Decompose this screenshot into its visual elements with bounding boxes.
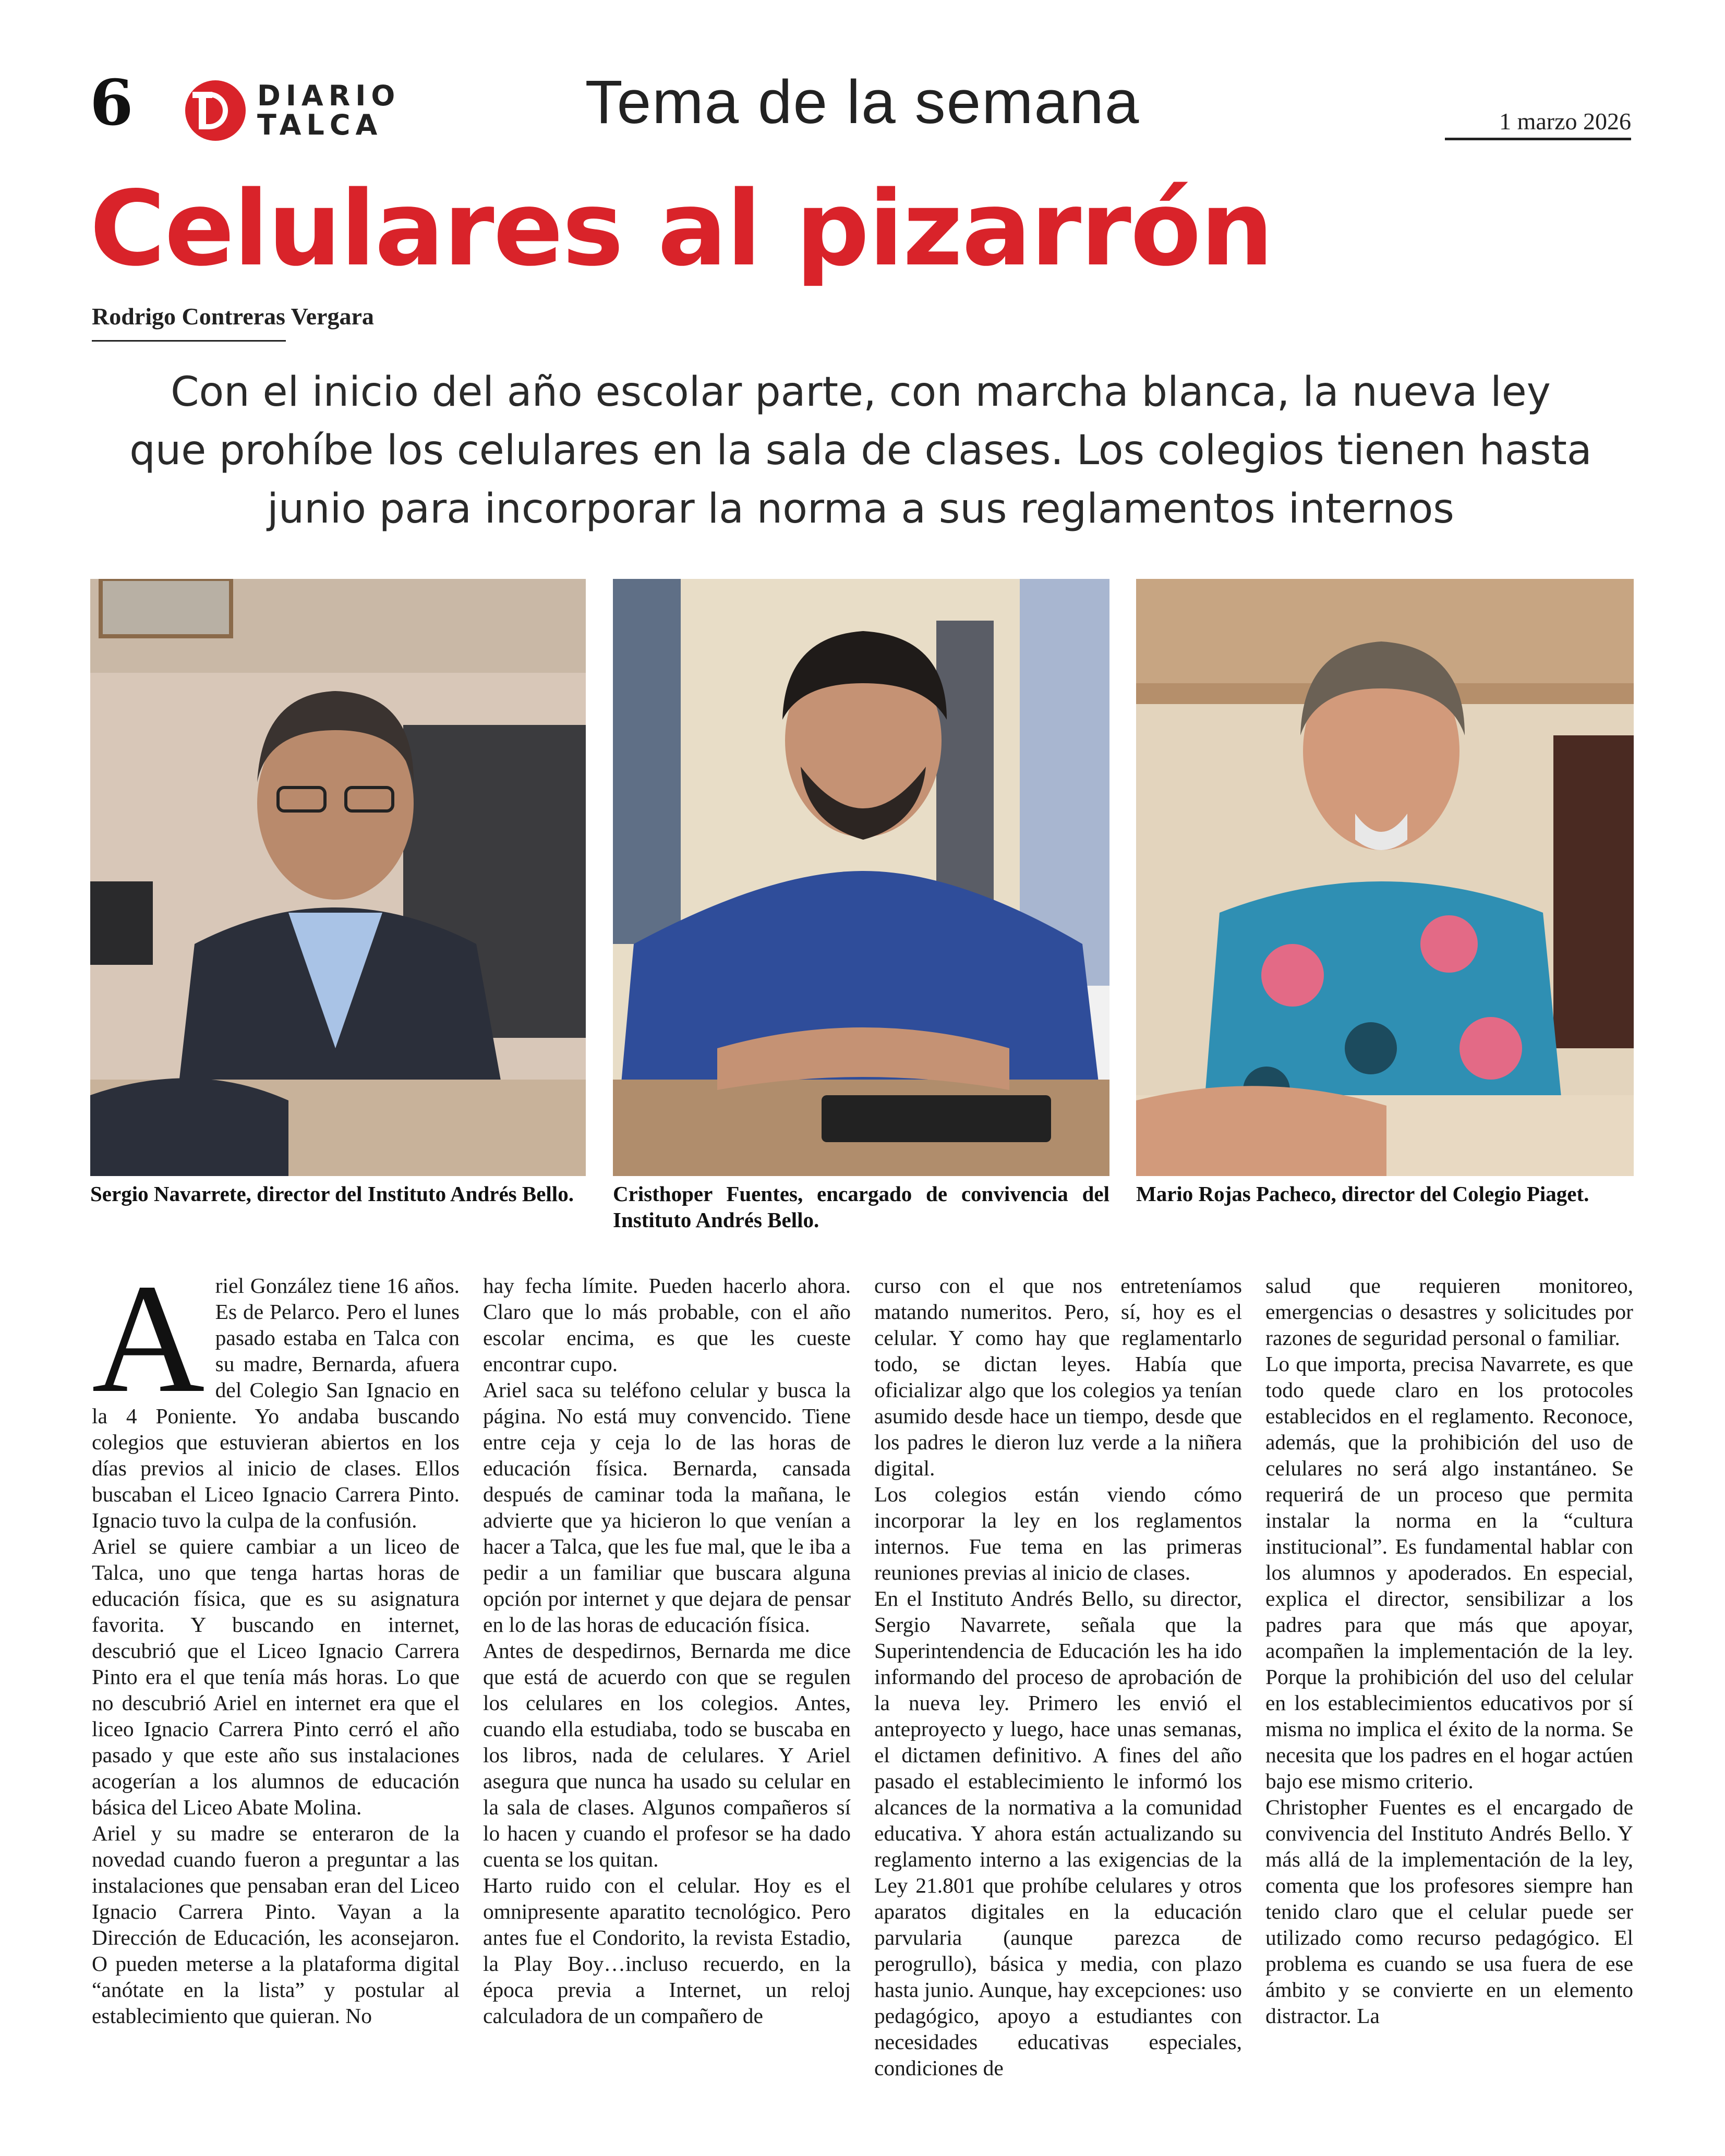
- body-paragraph: En el Instituto Andrés Bello, su director, Sergio Navarrete, señala que la Superintendencia de Educación les ha ido informando del proceso de aprobación de la nueva ley. Primero les envió el anteproyecto y luego, hace unas semanas, el dictamen definitivo. A fines del año pasado el establecimiento le informó los alcances de la normativa a la comunidad educativa. Y ahora están actualizando su reglamento interno a las exigencias de la Ley 21.801 que prohíbe celulares y otros aparatos digitales en la educación parvularia (aunque parezca de perogrullo), básica y media, con plazo hasta junio. Aunque, hay excepciones: uso pedagógico, apoyo a estudiantes con necesidades educativas especiales, condiciones de: [874, 1586, 1242, 2080]
- photo-caption: Cristhoper Fuentes, encargado de convivencia del Instituto Andrés Bello.: [613, 1182, 1109, 1232]
- article-column-1: [92, 1273, 460, 2117]
- byline-rule: [92, 340, 286, 342]
- lead-line: Con el inicio del año escolar parte, con marcha blanca, la nueva ley: [171, 369, 1551, 416]
- byline: Rodrigo Contreras Vergara: [92, 303, 374, 330]
- article-column-2: [483, 1273, 851, 2117]
- headline: Celulares al pizarrón: [90, 168, 1273, 289]
- date-rule: [1445, 138, 1631, 140]
- body-paragraph: Lo que importa, precisa Navarrete, es que todo quede claro en los protocoles establecidos en el reglamento. Reconoce, además, que la prohibición del uso de celulares no será algo instantáneo. Se requerirá de un proceso que permita instalar la norma en la “cultura institucional”. Es fundamental hablar con los alumnos y apoderados. En especial, explica el director, sensibilizar a los padres para que más que apoyar, acompañen la implementación de la ley. Porque la prohibición del uso del celular en los establecimientos educativos por sí misma no implica el éxito de la norma. Se necesita que los padres en el hogar actúen bajo ese mismo criterio.: [1265, 1352, 1633, 1793]
- article-column-4: [1265, 1273, 1633, 2117]
- body-paragraph: Ariel y su madre se enteraron de la novedad cuando fueron a preguntar a las instalaciones que pensaban eran del Liceo Ignacio Carrera Pinto. Vayan a la Dirección de Educación, les aconsejaron. O pueden meterse a la plataforma digital “anótate en la lista” y postular al establecimiento que quieran. No: [92, 1821, 460, 2028]
- photo-rojas: [1136, 579, 1634, 1176]
- issue-date: 1 marzo 2026: [1499, 108, 1631, 135]
- body-paragraph: curso con el que nos entreteníamos matando numeritos. Pero, sí, hoy es el celular. Y como hay que reglamentarlo todo, se dictan leyes. Había que oficializar algo que los colegios ya tenían asumido desde hace un tiempo, desde que los padres le dieron luz verde a la niñera digital.: [874, 1274, 1242, 1480]
- section-title: Tema de la semana: [585, 68, 1140, 137]
- lead-line: que prohíbe los celulares en la sala de clases. Los colegios tienen hasta: [129, 427, 1592, 474]
- photo-navarrete: [90, 579, 586, 1176]
- body-paragraph: Christopher Fuentes es el encargado de convivencia del Instituto Andrés Bello. Y más allá de la implementación de la ley, comenta que los profesores siempre han tenido claro que el celular puede ser utilizado como recurso pedagógico. El problema es cuando se usa fuera de ese ámbito y se convierte en un elemento distractor. La: [1265, 1795, 1633, 2028]
- photo-portrait-man-floral-shirt-icon: [1136, 579, 1634, 1176]
- photo-caption: Sergio Navarrete, director del Instituto Andrés Bello.: [90, 1182, 574, 1206]
- article-column-3: [874, 1273, 1242, 2117]
- photo-caption: Mario Rojas Pacheco, director del Colegio Piaget.: [1136, 1182, 1589, 1206]
- logo-line2: TALCA: [257, 108, 383, 141]
- body-paragraph: Ariel se quiere cambiar a un liceo de Talca, uno que tenga hartas horas de educación física, que es su asignatura favorita. Y buscando en internet, descubrió que el Liceo Ignacio Carrera Pinto era el que tenía más horas. Lo que no descubrió Ariel en internet era que el liceo Ignacio Carrera Pinto cerró el año pasado y que este año sus instalaciones acogerían a los alumnos de educación básica del Liceo Abate Molina.: [92, 1534, 460, 1819]
- body-paragraph: riel González tiene 16 años. Es de Pelarco. Pero el lunes pasado estaba en Talca con su madre, Bernarda, afuera del Colegio San Ignacio en la 4 Poniente. Yo andaba buscando colegios que estuvieran abiertos en los días previos al inicio de clases. Ellos buscaban el Liceo Ignacio Carrera Pinto. Ignacio tuvo la culpa de la confusión.: [92, 1274, 460, 1532]
- photo-fuentes: [613, 579, 1109, 1176]
- body-paragraph: Los colegios están viendo cómo incorporar la ley en los reglamentos internos. Fue tema en las primeras reuniones previas al inicio de clases.: [874, 1482, 1242, 1584]
- photo-portrait-man-suit-icon: [90, 579, 586, 1176]
- lead-paragraph: [78, 363, 1643, 538]
- body-paragraph: Harto ruido con el celular. Hoy es el omnipresente aparatito tecnológico. Pero antes fue el Condorito, la revista Estadio, la Play Boy…incluso recuerdo, en la época previa a Internet, un reloj calculadora de un compañero de: [483, 1873, 851, 2028]
- logo-line1: DIARIO: [257, 79, 401, 112]
- body-paragraph: Antes de despedirnos, Bernarda me dice que está de acuerdo con que se regulen los celulares en los colegios. Antes, cuando ella estudiaba, todo se buscaba en los libros, nada de celulares. Y Ariel asegura que nunca ha usado su celular en la sala de clases. Algunos compañeros sí lo hacen y cuando el profesor se ha dado cuenta se los quitan.: [483, 1639, 851, 1871]
- lead-line: junio para incorporar la norma a sus reglamentos internos: [267, 486, 1454, 532]
- body-paragraph: hay fecha límite. Pueden hacerlo ahora. Claro que lo más probable, con el año escolar encima, es que les cueste encontrar cupo.: [483, 1274, 851, 1376]
- photo-portrait-man-blue-shirt-icon: [613, 579, 1109, 1176]
- drop-cap: A: [92, 1273, 205, 1425]
- body-paragraph: salud que requieren monitoreo, emergencias o desastres y solicitudes por razones de seguridad personal o familiar.: [1265, 1274, 1633, 1350]
- page-number: 6: [90, 66, 134, 140]
- body-paragraph: Ariel saca su teléfono celular y busca la página. No está muy convencido. Tiene entre ceja y ceja lo de las horas de educación física. Bernarda, cansada después de caminar toda la mañana, le advierte que ya hicieron lo que venían a hacer a Talca, que les fue mal, que le iba a pedir a un familiar que buscara alguna opción por internet y que dejara de pensar en lo de las horas de educación física.: [483, 1378, 851, 1637]
